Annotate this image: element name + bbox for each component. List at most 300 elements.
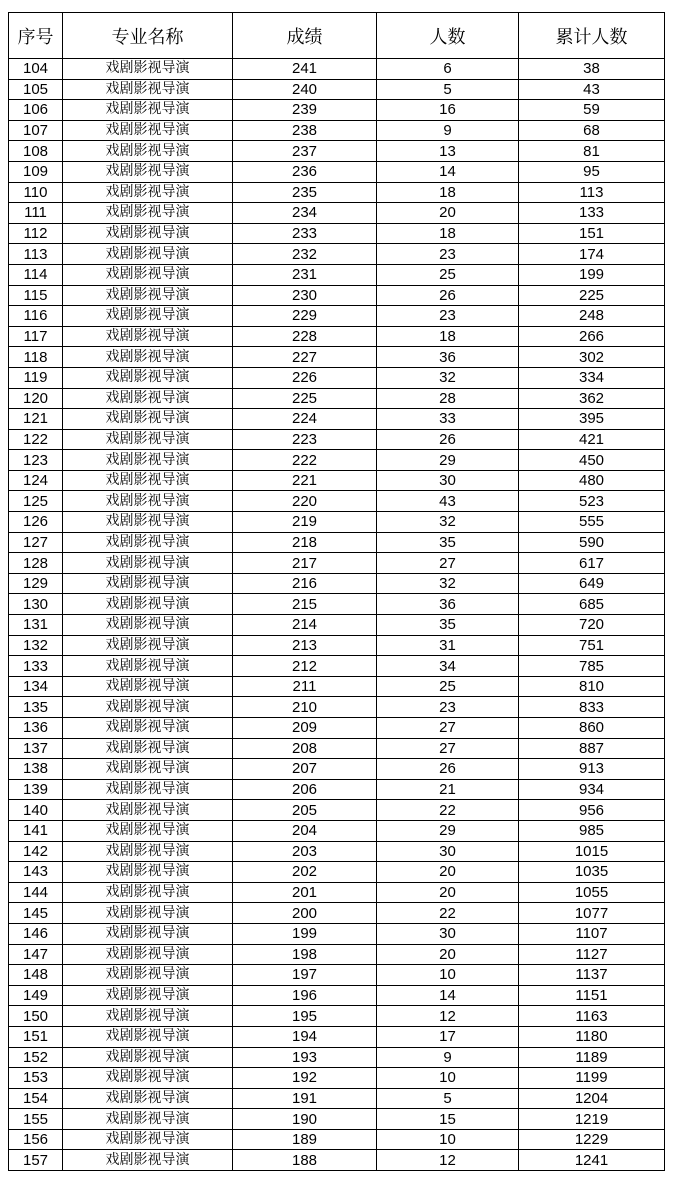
cumulative-cell: 1163	[519, 1006, 665, 1027]
index-cell: 122	[9, 429, 63, 450]
index-cell: 138	[9, 759, 63, 780]
score-cell: 218	[233, 532, 377, 553]
score-cell: 211	[233, 676, 377, 697]
table-row	[9, 903, 665, 924]
index-cell: 152	[9, 1047, 63, 1068]
score-cell: 232	[233, 244, 377, 265]
cumulative-cell: 1189	[519, 1047, 665, 1068]
table-row	[9, 841, 665, 862]
score-cell: 222	[233, 450, 377, 471]
table-row	[9, 676, 665, 697]
index-cell: 151	[9, 1026, 63, 1047]
cumulative-cell: 1180	[519, 1026, 665, 1047]
cumulative-cell: 151	[519, 223, 665, 244]
score-cell: 188	[233, 1150, 377, 1171]
cumulative-cell: 1151	[519, 985, 665, 1006]
index-cell: 155	[9, 1109, 63, 1130]
index-cell: 149	[9, 985, 63, 1006]
count-cell: 26	[377, 285, 519, 306]
major-cell: 戏剧影视导演	[63, 1026, 233, 1047]
major-cell: 戏剧影视导演	[63, 161, 233, 182]
major-cell: 戏剧影视导演	[63, 1129, 233, 1150]
cumulative-cell: 266	[519, 326, 665, 347]
cumulative-cell: 480	[519, 470, 665, 491]
index-cell: 127	[9, 532, 63, 553]
score-table	[8, 12, 665, 1171]
table-row	[9, 862, 665, 883]
index-cell: 105	[9, 79, 63, 100]
cumulative-cell: 1204	[519, 1088, 665, 1109]
count-cell: 20	[377, 862, 519, 883]
score-cell: 241	[233, 59, 377, 80]
index-cell: 124	[9, 470, 63, 491]
score-cell: 200	[233, 903, 377, 924]
count-cell: 23	[377, 697, 519, 718]
cumulative-cell: 1127	[519, 944, 665, 965]
index-cell: 108	[9, 141, 63, 162]
count-cell: 20	[377, 203, 519, 224]
table-row	[9, 79, 665, 100]
cumulative-cell: 810	[519, 676, 665, 697]
header-row	[9, 13, 665, 59]
count-cell: 36	[377, 347, 519, 368]
table-row	[9, 285, 665, 306]
cumulative-cell: 334	[519, 367, 665, 388]
table-row	[9, 306, 665, 327]
count-cell: 20	[377, 882, 519, 903]
count-cell: 9	[377, 1047, 519, 1068]
major-cell: 戏剧影视导演	[63, 409, 233, 430]
table-row	[9, 491, 665, 512]
index-cell: 143	[9, 862, 63, 883]
count-cell: 27	[377, 738, 519, 759]
table-row	[9, 161, 665, 182]
score-cell: 238	[233, 120, 377, 141]
table-row	[9, 779, 665, 800]
count-cell: 20	[377, 944, 519, 965]
table-row	[9, 985, 665, 1006]
count-cell: 33	[377, 409, 519, 430]
count-cell: 10	[377, 965, 519, 986]
major-cell: 戏剧影视导演	[63, 800, 233, 821]
major-cell: 戏剧影视导演	[63, 656, 233, 677]
score-cell: 219	[233, 512, 377, 533]
count-cell: 10	[377, 1068, 519, 1089]
table-row	[9, 429, 665, 450]
index-cell: 111	[9, 203, 63, 224]
major-cell: 戏剧影视导演	[63, 1109, 233, 1130]
index-cell: 137	[9, 738, 63, 759]
index-cell: 135	[9, 697, 63, 718]
cumulative-cell: 860	[519, 718, 665, 739]
header-index: 序号	[9, 13, 63, 59]
count-cell: 27	[377, 718, 519, 739]
count-cell: 34	[377, 656, 519, 677]
score-cell: 214	[233, 615, 377, 636]
cumulative-cell: 934	[519, 779, 665, 800]
table-row	[9, 820, 665, 841]
table-row	[9, 635, 665, 656]
cumulative-cell: 302	[519, 347, 665, 368]
count-cell: 10	[377, 1129, 519, 1150]
table-row	[9, 264, 665, 285]
score-cell: 209	[233, 718, 377, 739]
table-row	[9, 1047, 665, 1068]
score-cell: 220	[233, 491, 377, 512]
cumulative-cell: 617	[519, 553, 665, 574]
index-cell: 139	[9, 779, 63, 800]
cumulative-cell: 59	[519, 100, 665, 121]
score-cell: 223	[233, 429, 377, 450]
major-cell: 戏剧影视导演	[63, 1006, 233, 1027]
major-cell: 戏剧影视导演	[63, 470, 233, 491]
count-cell: 36	[377, 594, 519, 615]
count-cell: 27	[377, 553, 519, 574]
cumulative-cell: 590	[519, 532, 665, 553]
count-cell: 30	[377, 841, 519, 862]
table-row	[9, 882, 665, 903]
major-cell: 戏剧影视导演	[63, 697, 233, 718]
count-cell: 5	[377, 79, 519, 100]
cumulative-cell: 450	[519, 450, 665, 471]
cumulative-cell: 913	[519, 759, 665, 780]
score-cell: 208	[233, 738, 377, 759]
score-cell: 193	[233, 1047, 377, 1068]
index-cell: 117	[9, 326, 63, 347]
index-cell: 120	[9, 388, 63, 409]
score-cell: 210	[233, 697, 377, 718]
table-row	[9, 182, 665, 203]
table-row	[9, 100, 665, 121]
index-cell: 123	[9, 450, 63, 471]
count-cell: 18	[377, 182, 519, 203]
count-cell: 32	[377, 512, 519, 533]
header-score: 成绩	[233, 13, 377, 59]
index-cell: 132	[9, 635, 63, 656]
major-cell: 戏剧影视导演	[63, 532, 233, 553]
major-cell: 戏剧影视导演	[63, 429, 233, 450]
major-cell: 戏剧影视导演	[63, 1068, 233, 1089]
score-cell: 201	[233, 882, 377, 903]
major-cell: 戏剧影视导演	[63, 203, 233, 224]
index-cell: 126	[9, 512, 63, 533]
cumulative-cell: 1035	[519, 862, 665, 883]
cumulative-cell: 199	[519, 264, 665, 285]
major-cell: 戏剧影视导演	[63, 1088, 233, 1109]
count-cell: 14	[377, 161, 519, 182]
score-cell: 199	[233, 923, 377, 944]
score-cell: 190	[233, 1109, 377, 1130]
cumulative-cell: 833	[519, 697, 665, 718]
count-cell: 26	[377, 759, 519, 780]
cumulative-cell: 1077	[519, 903, 665, 924]
table-row	[9, 553, 665, 574]
score-cell: 197	[233, 965, 377, 986]
table-row	[9, 697, 665, 718]
score-cell: 240	[233, 79, 377, 100]
major-cell: 戏剧影视导演	[63, 59, 233, 80]
cumulative-cell: 523	[519, 491, 665, 512]
cumulative-cell: 1219	[519, 1109, 665, 1130]
major-cell: 戏剧影视导演	[63, 965, 233, 986]
score-cell: 239	[233, 100, 377, 121]
count-cell: 30	[377, 923, 519, 944]
index-cell: 157	[9, 1150, 63, 1171]
index-cell: 121	[9, 409, 63, 430]
table-row	[9, 656, 665, 677]
index-cell: 131	[9, 615, 63, 636]
header-count: 人数	[377, 13, 519, 59]
major-cell: 戏剧影视导演	[63, 779, 233, 800]
major-cell: 戏剧影视导演	[63, 1047, 233, 1068]
cumulative-cell: 685	[519, 594, 665, 615]
major-cell: 戏剧影视导演	[63, 676, 233, 697]
index-cell: 115	[9, 285, 63, 306]
major-cell: 戏剧影视导演	[63, 264, 233, 285]
score-cell: 233	[233, 223, 377, 244]
table-row	[9, 409, 665, 430]
table-row	[9, 203, 665, 224]
index-cell: 153	[9, 1068, 63, 1089]
major-cell: 戏剧影视导演	[63, 1150, 233, 1171]
score-cell: 226	[233, 367, 377, 388]
major-cell: 戏剧影视导演	[63, 882, 233, 903]
score-cell: 196	[233, 985, 377, 1006]
table-row	[9, 594, 665, 615]
count-cell: 28	[377, 388, 519, 409]
score-cell: 224	[233, 409, 377, 430]
score-cell: 198	[233, 944, 377, 965]
index-cell: 104	[9, 59, 63, 80]
score-cell: 212	[233, 656, 377, 677]
table-row	[9, 738, 665, 759]
major-cell: 戏剧影视导演	[63, 573, 233, 594]
cumulative-cell: 1229	[519, 1129, 665, 1150]
major-cell: 戏剧影视导演	[63, 944, 233, 965]
major-cell: 戏剧影视导演	[63, 635, 233, 656]
cumulative-cell: 1055	[519, 882, 665, 903]
major-cell: 戏剧影视导演	[63, 820, 233, 841]
cumulative-cell: 887	[519, 738, 665, 759]
score-cell: 221	[233, 470, 377, 491]
score-cell: 206	[233, 779, 377, 800]
major-cell: 戏剧影视导演	[63, 594, 233, 615]
cumulative-cell: 1015	[519, 841, 665, 862]
table-row	[9, 1006, 665, 1027]
score-cell: 216	[233, 573, 377, 594]
cumulative-cell: 421	[519, 429, 665, 450]
major-cell: 戏剧影视导演	[63, 367, 233, 388]
table-row	[9, 1068, 665, 1089]
score-cell: 191	[233, 1088, 377, 1109]
count-cell: 12	[377, 1006, 519, 1027]
score-cell: 205	[233, 800, 377, 821]
index-cell: 110	[9, 182, 63, 203]
table-row	[9, 388, 665, 409]
count-cell: 21	[377, 779, 519, 800]
score-cell: 235	[233, 182, 377, 203]
index-cell: 116	[9, 306, 63, 327]
score-cell: 217	[233, 553, 377, 574]
index-cell: 156	[9, 1129, 63, 1150]
table-body	[9, 59, 665, 1171]
score-cell: 236	[233, 161, 377, 182]
major-cell: 戏剧影视导演	[63, 120, 233, 141]
score-cell: 230	[233, 285, 377, 306]
count-cell: 15	[377, 1109, 519, 1130]
table-row	[9, 923, 665, 944]
score-cell: 227	[233, 347, 377, 368]
index-cell: 144	[9, 882, 63, 903]
cumulative-cell: 1107	[519, 923, 665, 944]
major-cell: 戏剧影视导演	[63, 718, 233, 739]
cumulative-cell: 1137	[519, 965, 665, 986]
major-cell: 戏剧影视导演	[63, 388, 233, 409]
count-cell: 6	[377, 59, 519, 80]
table-row	[9, 615, 665, 636]
table-row	[9, 965, 665, 986]
major-cell: 戏剧影视导演	[63, 100, 233, 121]
table-row	[9, 59, 665, 80]
count-cell: 35	[377, 615, 519, 636]
table-row	[9, 326, 665, 347]
index-cell: 142	[9, 841, 63, 862]
count-cell: 13	[377, 141, 519, 162]
table-row	[9, 944, 665, 965]
count-cell: 18	[377, 223, 519, 244]
header-major: 专业名称	[63, 13, 233, 59]
index-cell: 119	[9, 367, 63, 388]
count-cell: 23	[377, 306, 519, 327]
cumulative-cell: 720	[519, 615, 665, 636]
index-cell: 128	[9, 553, 63, 574]
index-cell: 141	[9, 820, 63, 841]
table-row	[9, 1026, 665, 1047]
major-cell: 戏剧影视导演	[63, 491, 233, 512]
index-cell: 114	[9, 264, 63, 285]
index-cell: 148	[9, 965, 63, 986]
count-cell: 32	[377, 367, 519, 388]
major-cell: 戏剧影视导演	[63, 141, 233, 162]
major-cell: 戏剧影视导演	[63, 244, 233, 265]
index-cell: 145	[9, 903, 63, 924]
table-row	[9, 141, 665, 162]
index-cell: 125	[9, 491, 63, 512]
score-cell: 231	[233, 264, 377, 285]
score-cell: 207	[233, 759, 377, 780]
major-cell: 戏剧影视导演	[63, 347, 233, 368]
score-cell: 194	[233, 1026, 377, 1047]
cumulative-cell: 956	[519, 800, 665, 821]
major-cell: 戏剧影视导演	[63, 985, 233, 1006]
table-row	[9, 718, 665, 739]
major-cell: 戏剧影视导演	[63, 450, 233, 471]
major-cell: 戏剧影视导演	[63, 512, 233, 533]
cumulative-cell: 81	[519, 141, 665, 162]
table-row	[9, 347, 665, 368]
index-cell: 154	[9, 1088, 63, 1109]
count-cell: 30	[377, 470, 519, 491]
table-row	[9, 1088, 665, 1109]
score-cell: 203	[233, 841, 377, 862]
major-cell: 戏剧影视导演	[63, 182, 233, 203]
index-cell: 129	[9, 573, 63, 594]
index-cell: 140	[9, 800, 63, 821]
major-cell: 戏剧影视导演	[63, 306, 233, 327]
major-cell: 戏剧影视导演	[63, 923, 233, 944]
score-cell: 228	[233, 326, 377, 347]
major-cell: 戏剧影视导演	[63, 903, 233, 924]
count-cell: 16	[377, 100, 519, 121]
cumulative-cell: 1241	[519, 1150, 665, 1171]
table-row	[9, 759, 665, 780]
count-cell: 29	[377, 820, 519, 841]
count-cell: 14	[377, 985, 519, 1006]
count-cell: 43	[377, 491, 519, 512]
score-cell: 237	[233, 141, 377, 162]
table-row	[9, 367, 665, 388]
index-cell: 130	[9, 594, 63, 615]
cumulative-cell: 225	[519, 285, 665, 306]
count-cell: 12	[377, 1150, 519, 1171]
table-row	[9, 532, 665, 553]
count-cell: 5	[377, 1088, 519, 1109]
score-cell: 189	[233, 1129, 377, 1150]
index-cell: 133	[9, 656, 63, 677]
count-cell: 32	[377, 573, 519, 594]
count-cell: 9	[377, 120, 519, 141]
cumulative-cell: 362	[519, 388, 665, 409]
table-row	[9, 244, 665, 265]
count-cell: 26	[377, 429, 519, 450]
cumulative-cell: 555	[519, 512, 665, 533]
table-row	[9, 223, 665, 244]
count-cell: 31	[377, 635, 519, 656]
score-cell: 192	[233, 1068, 377, 1089]
table-row	[9, 1129, 665, 1150]
table-row	[9, 800, 665, 821]
count-cell: 22	[377, 800, 519, 821]
cumulative-cell: 785	[519, 656, 665, 677]
count-cell: 18	[377, 326, 519, 347]
cumulative-cell: 751	[519, 635, 665, 656]
score-cell: 213	[233, 635, 377, 656]
major-cell: 戏剧影视导演	[63, 553, 233, 574]
cumulative-cell: 68	[519, 120, 665, 141]
cumulative-cell: 113	[519, 182, 665, 203]
major-cell: 戏剧影视导演	[63, 79, 233, 100]
score-cell: 229	[233, 306, 377, 327]
count-cell: 25	[377, 264, 519, 285]
count-cell: 23	[377, 244, 519, 265]
header-cumulative: 累计人数	[519, 13, 665, 59]
cumulative-cell: 248	[519, 306, 665, 327]
index-cell: 134	[9, 676, 63, 697]
index-cell: 109	[9, 161, 63, 182]
index-cell: 107	[9, 120, 63, 141]
table-row	[9, 470, 665, 491]
cumulative-cell: 174	[519, 244, 665, 265]
count-cell: 25	[377, 676, 519, 697]
score-cell: 202	[233, 862, 377, 883]
table-row	[9, 1109, 665, 1130]
table-row	[9, 1150, 665, 1171]
count-cell: 22	[377, 903, 519, 924]
count-cell: 17	[377, 1026, 519, 1047]
score-cell: 234	[233, 203, 377, 224]
cumulative-cell: 43	[519, 79, 665, 100]
major-cell: 戏剧影视导演	[63, 326, 233, 347]
